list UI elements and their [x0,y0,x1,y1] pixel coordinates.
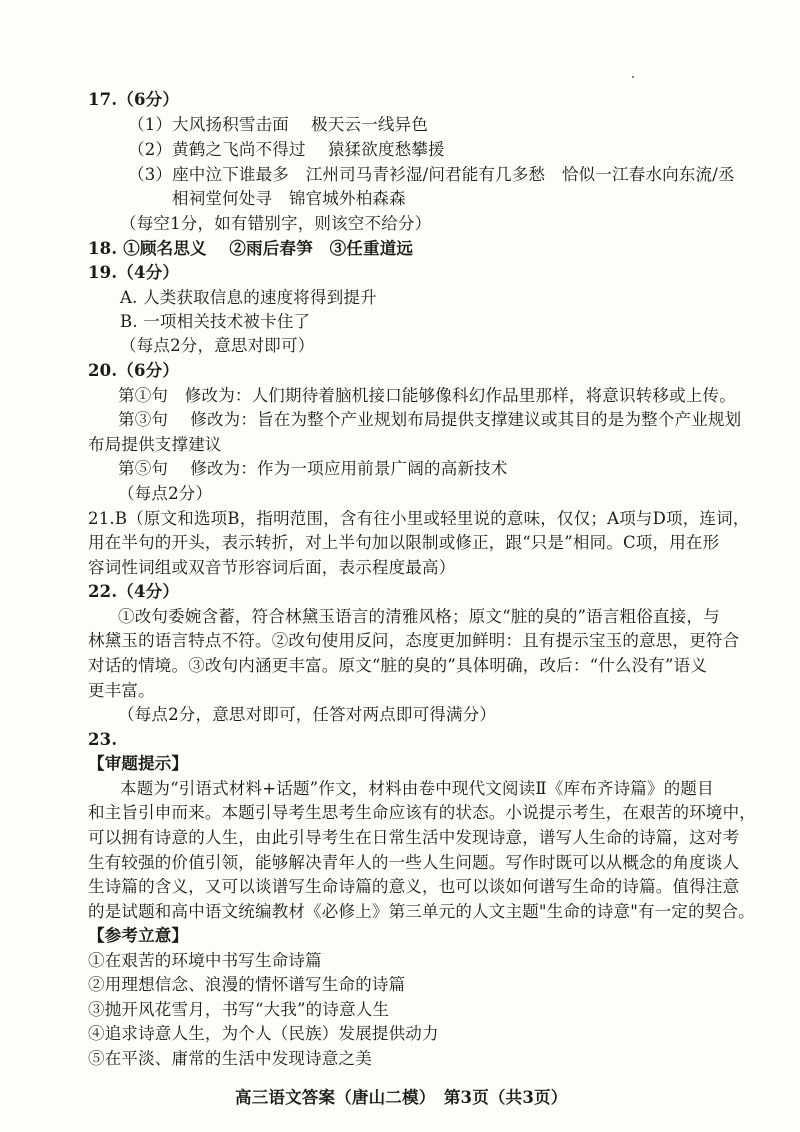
q23-heading: 23. [88,730,118,749]
q23-ref-4: ④追求诗意人生，为个人（民族）发展提供动力 [88,1024,439,1043]
q23-ref-5: ⑤在平淡、庸常的生活中发现诗意之美 [88,1049,372,1068]
q20-sentence-1: 第①句 修改为：人们期待着脑机接口能够像科幻作品里那样，将意识转移或上传。 [118,386,736,405]
q23-para-1: 本题为“引语式材料+话题”作文，材料由卷中现代文阅读Ⅱ《库布齐诗篇》的题目 [120,779,714,798]
q17-answer-1: （1）大风扬积雪击面 极天云一线异色 [128,115,429,134]
q22-line-3: 对话的情境。③改句内涵更丰富。原文“脏的臭的”具体明确，改后：“什么没有”语义 [88,656,708,675]
q23-para-3: 可以拥有诗意的人生，由此引导考生在日常生活中发现诗意，谱写人生命的诗篇，这对考 [88,828,740,847]
q19-note: （每点2分，意思对即可） [120,336,315,355]
q19-heading: 19.（4分） [88,263,180,282]
q22-note: （每点2分，意思对即可，任答对两点即可得满分） [118,705,497,724]
q20-heading: 20.（6分） [88,361,180,380]
q23-para-2: 和主旨引申而来。本题引导考生思考生命应该有的状态。小说提示考生，在艰苦的环境中， [88,803,756,822]
q23-ref-3: ③抛开风花雪月，书写“大我”的诗意人生 [88,1000,390,1019]
q23-ref-1: ①在艰苦的环境中书写生命诗篇 [88,951,322,970]
q22-line-1: ①改句委婉含蓄，符合林黛玉语言的清雅风格；原文“脏的臭的”语言粗俗直接，与 [118,607,720,626]
q23-ref-2: ②用理想信念、浪漫的情怀谱写生命的诗篇 [88,975,406,994]
q17-answer-3-cont: 相祠堂何处寻 锦官城外柏森森 [172,189,406,208]
q19-option-a: A. 人类获取信息的速度将得到提升 [120,288,377,307]
q21-line-2: 用在半句的开头，表示转折，对上半句加以限制或修正，跟“只是”相同。C项，用在形 [88,533,720,552]
q20-sentence-5: 第⑤句 修改为：作为一项应用前景广阔的高新技术 [118,459,508,478]
q22-line-2: 林黛玉的语言特点不符。②改句使用反问，态度更加鲜明：且有提示宝玉的意思，更符合 [88,631,740,650]
scan-speck [632,76,634,78]
q21-line-1: 21.B（原文和选项B，指明范围，含有往小里或轻里说的意味，仅仅；A项与D项，连词， [88,509,750,528]
q23-para-6: 的是试题和高中语文统编教材《必修上》第三单元的人文主题"生命的诗意"有一定的契合。 [88,902,755,921]
q19-option-b: B. 一项相关技术被卡住了 [120,312,311,331]
q20-sentence-3: 第③句 修改为：旨在为整个产业规划布局提供支撑建议或其目的是为整个产业规划 [118,410,742,429]
q17-answer-3: （3）座中泣下谁最多 江州司马青衫湿/问君能有几多愁 恰似一江春水向东流/丞 [128,165,735,184]
q17-note: （每空1分，如有错别字，则该空不给分） [120,214,432,233]
q21-line-3: 容词性词组或双音节形容词后面，表示程度最高） [88,558,456,577]
q23-ref-title: 【参考立意】 [88,926,189,945]
q23-para-4: 生有较强的价值引领，能够解决青年人的一些人生问题。写作时既可以从概念的角度谈人 [88,853,740,872]
q23-para-5: 生诗篇的含义，又可以谈谱写生命诗篇的意义，也可以谈如何谱写生命的诗篇。值得注意 [88,877,740,896]
q17-answer-2: （2）黄鹤之飞尚不得过 猿猱欲度愁攀援 [128,140,445,159]
q18-answer: 18. ①顾名思义 ②雨后春笋 ③任重道远 [88,239,414,258]
q17-heading: 17.（6分） [88,90,180,109]
q20-sentence-3-cont: 布局提供支撑建议 [88,435,222,454]
q22-line-4: 更丰富。 [88,681,155,700]
q22-heading: 22.（4分） [88,582,180,601]
q20-note: （每点2分） [118,484,213,503]
q23-tip-title: 【审题提示】 [88,754,189,773]
page-footer: 高三语文答案（唐山二模） 第3页（共3页） [235,1088,568,1107]
